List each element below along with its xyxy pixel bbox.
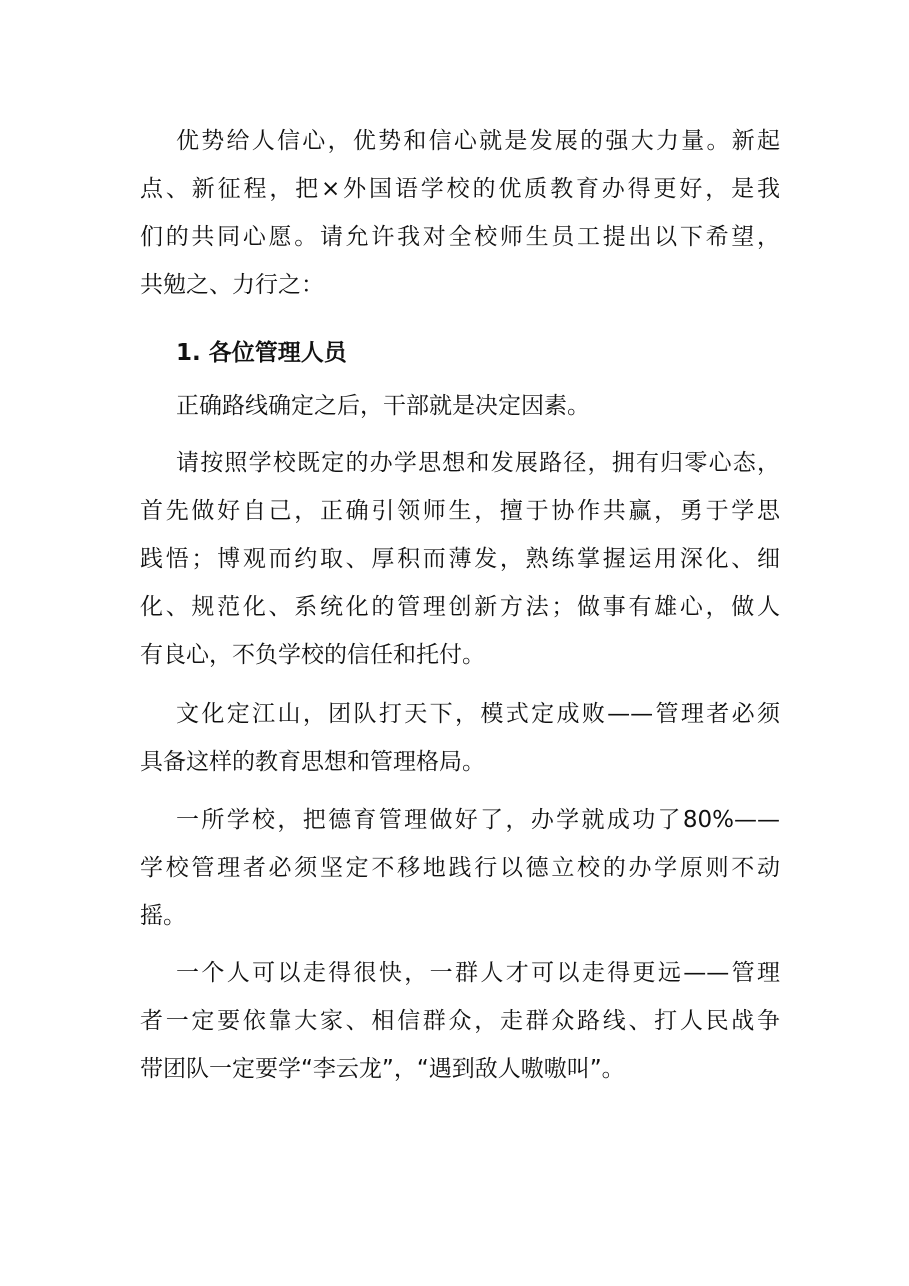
text-line: 化、规范化、系统化的管理创新方法；做事有雄心，做人 [140,594,780,620]
text-line: 一所学校，把德育管理做好了，办学就成功了80%—— [176,807,780,833]
text-line: 一个人可以走得很快，一群人才可以走得更远——管理 [176,960,780,986]
text-line: 带团队一定要学“李云龙”，“遇到敌人嗷嗷叫”。 [140,1056,625,1082]
text-line: 文化定江山，团队打天下，模式定成败——管理者必须 [176,701,780,727]
text-line: 共勉之、力行之： [140,272,324,298]
text-line: 具备这样的教育思想和管理格局。 [140,749,485,775]
text-line: 请按照学校既定的办学思想和发展路径，拥有归零心态， [176,450,780,476]
section-heading: 1. 各位管理人员 [176,340,347,366]
text-line: 优势给人信心，优势和信心就是发展的强大力量。新起 [176,128,780,154]
text-line: 学校管理者必须坚定不移地践行以德立校的办学原则不动 [140,855,780,881]
text-line: 践悟；博观而约取、厚积而薄发，熟练掌握运用深化、细 [140,546,780,572]
text-line: 有良心，不负学校的信任和托付。 [140,642,485,668]
text-line: 点、新征程，把×外国语学校的优质教育办得更好，是我 [140,176,780,202]
text-line: 们的共同心愿。请允许我对全校师生员工提出以下希望， [140,224,780,250]
text-line: 正确路线确定之后，干部就是决定因素。 [176,393,590,419]
text-line: 摇。 [140,903,186,929]
text-line: 首先做好自己，正确引领师生，擅于协作共赢，勇于学思 [140,498,780,524]
text-line: 者一定要依靠大家、相信群众，走群众路线、打人民战争 [140,1008,780,1034]
